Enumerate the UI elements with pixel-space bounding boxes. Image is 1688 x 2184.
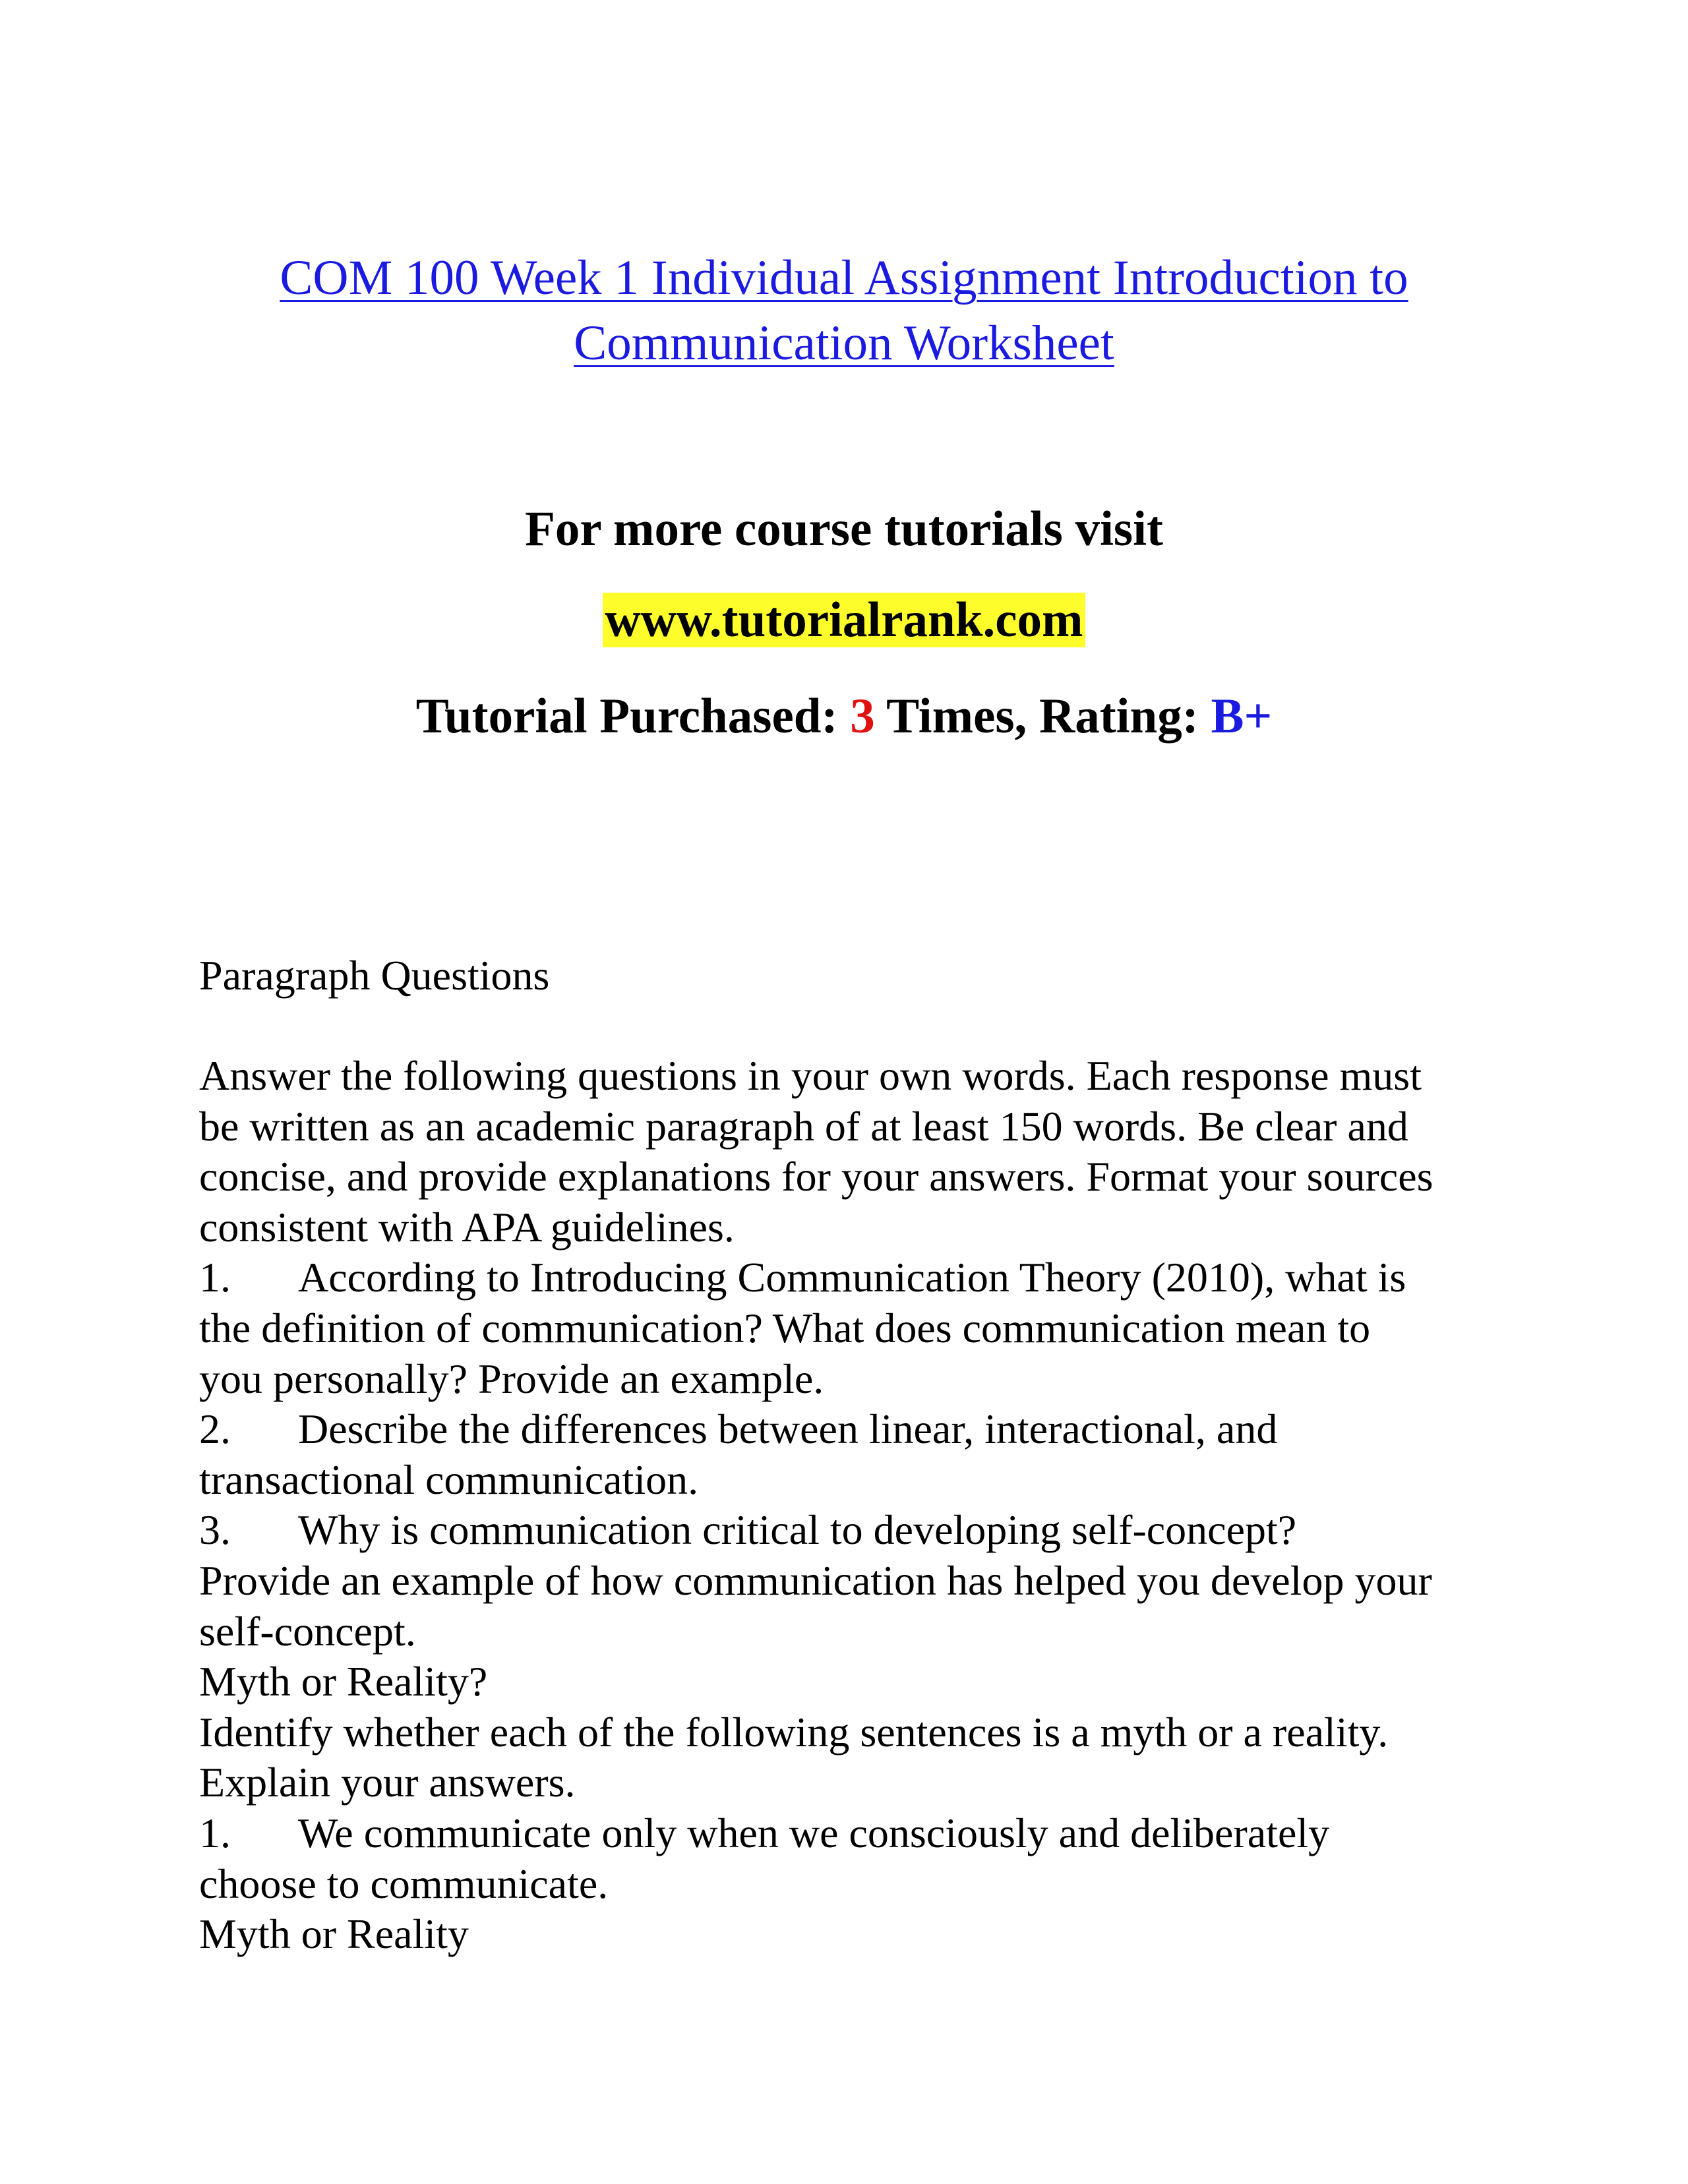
intro-line: consistent with APA guidelines.: [199, 1203, 735, 1251]
myth-item-line: We communicate only when we consciously and deliberately: [298, 1809, 1330, 1856]
myth-item-1: [199, 1808, 1518, 1909]
question-line: the definition of communication? What does communication mean to: [199, 1304, 1371, 1351]
website-highlight: www.tutorialrank.com: [603, 593, 1086, 647]
title-line-1[interactable]: COM 100 Week 1 Individual Assignment Introduction to: [280, 251, 1408, 305]
question-2: [199, 1404, 1518, 1505]
document-body: [199, 1051, 1518, 1960]
question-line: According to Introducing Communication Theory (2010), what is: [298, 1254, 1406, 1301]
promo-visit-text: For more course tutorials visit: [525, 502, 1163, 556]
instructions-line: Explain your answers.: [199, 1759, 576, 1806]
intro-line: concise, and provide explanations for your answers. Format your sources: [199, 1153, 1433, 1200]
myth-instructions: [199, 1707, 1518, 1808]
question-line: Why is communication critical to developing self-concept?: [298, 1506, 1297, 1554]
question-number: 1.: [199, 1254, 231, 1301]
times-rating-label: Times, Rating:: [874, 689, 1211, 744]
intro-line: be written as an academic paragraph of at least 150 words. Be clear and: [199, 1102, 1408, 1150]
intro-line: Answer the following questions in your own words. Each response must: [199, 1052, 1422, 1099]
purchased-count: 3: [850, 689, 875, 744]
title-line-2[interactable]: Communication Worksheet: [574, 316, 1114, 370]
question-number: 3.: [199, 1506, 231, 1554]
promo-website: [0, 591, 1688, 650]
purchase-stats: [0, 687, 1688, 746]
section-heading: Paragraph Questions: [199, 952, 550, 999]
document-title[interactable]: [198, 245, 1490, 376]
question-line: Describe the differences between linear, interactional, and: [298, 1405, 1278, 1453]
myth-answer-label: Myth or Reality: [199, 1910, 469, 1958]
question-number: 2.: [199, 1405, 231, 1453]
purchased-label: Tutorial Purchased:: [415, 689, 851, 744]
myth-item-number: 1.: [199, 1809, 231, 1856]
question-1: [199, 1253, 1518, 1404]
rating-value: B+: [1211, 689, 1273, 744]
myth-item-line: choose to communicate.: [199, 1860, 609, 1907]
title-link[interactable]: [280, 251, 1408, 370]
question-line: transactional communication.: [199, 1456, 699, 1503]
question-line: you personally? Provide an example.: [199, 1355, 824, 1402]
instructions-line: Identify whether each of the following sentences is a myth or a reality.: [199, 1708, 1389, 1756]
question-line: Provide an example of how communication has helped you develop your: [199, 1556, 1432, 1604]
question-3: [199, 1505, 1518, 1657]
intro-paragraph: [199, 1051, 1518, 1253]
question-line: self-concept.: [199, 1607, 416, 1655]
myth-heading: Myth or Reality?: [199, 1658, 488, 1705]
